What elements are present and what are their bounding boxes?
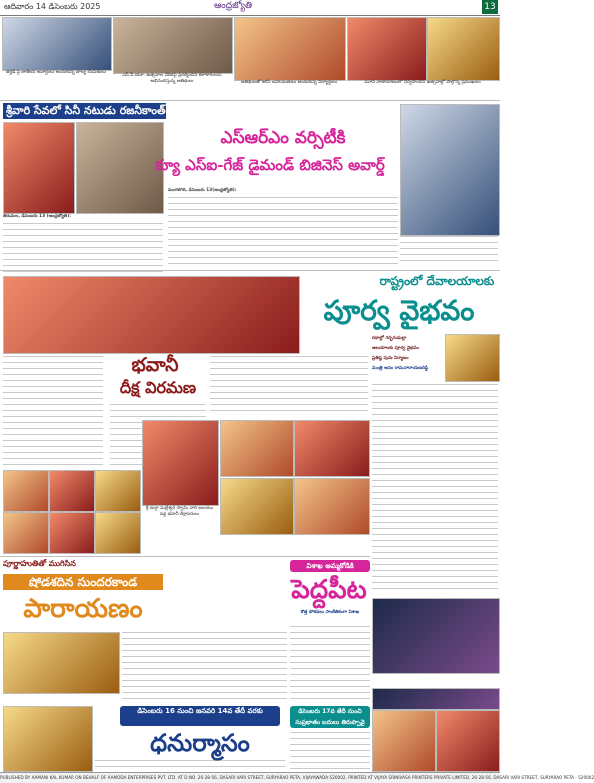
temples-bullet-2: ఆలయాలకు పూర్వ వైభవం	[372, 346, 419, 351]
photo-bhavani-5	[49, 512, 95, 554]
peddapeeta-article-text	[290, 626, 370, 702]
temples-bullet-3: ప్రతిష్ఠ పునః నిర్మాణం	[372, 356, 409, 361]
photo-top-4	[347, 17, 427, 81]
photo-bhavani-temple	[142, 420, 219, 506]
photo-bhavani-4	[3, 512, 49, 554]
bhavani-headline-2: దీక్ష విరమణ	[119, 378, 197, 397]
temples-kicker: రాష్ట్రంలో దేవాలయాలకు	[379, 274, 495, 288]
stage-caption	[372, 674, 498, 686]
photo-bhavani-2	[49, 470, 95, 512]
photo-minister	[445, 334, 500, 382]
photo-temple-gopuram	[3, 706, 93, 772]
page-number: 13	[482, 0, 498, 14]
divider	[0, 556, 370, 557]
suprabhatam-article-text	[290, 732, 370, 770]
header-bar	[0, 0, 500, 16]
photo-bhavani-7	[220, 420, 294, 477]
photo-sundarakanda	[3, 632, 120, 694]
masthead: ఆంధ్రజ్యోతి	[214, 1, 253, 11]
temples-article-text	[372, 384, 498, 594]
dhanurmasam-article-text	[95, 760, 285, 770]
suprabhatam-box: డిసెంబరు 17వ తేదీ నుంచి సుప్రభాతం బదులు తిరుప్పావై	[290, 706, 370, 728]
photo-top-5	[427, 17, 500, 81]
sundarakanda-kicker: పూర్ణాహుతితో ముగిసిన	[3, 559, 76, 568]
footer-imprint: PUBLISHED BY AAMANI KAL KUMAR ON BEHALF OF AAMODA ENTERPRISES PVT. LTD. AT D.NO. 26-28-56, DASARI VARI STREET, SURYARAO PETA, VIJAYAWADA-520002, PRINTED AT VIJAYA SRINIVASA PRINTERS PRIVATE LIMITED, 26-28-56, DASARI VARI STREET, SURYARAO PETA - 520002	[0, 772, 500, 783]
issue-date: ఆదివారం 14 డిసెంబరు 2025	[4, 2, 101, 11]
rajini-dateline: తిరుమల, డిసెంబరు 13 (ఆంధ్రజ్యోతి):	[3, 214, 71, 219]
photo-bhavani-9	[220, 478, 294, 535]
photo-top-2	[113, 17, 233, 74]
caption-top-1: బెర్హెడ్ పై జాతీయ అవార్డులు అందుకున్న బాల్య దంపతులు	[5, 70, 106, 75]
photo-bhavani-procession	[3, 276, 300, 354]
bhavani-article-text-3	[210, 356, 368, 416]
award-headline-1: ఎస్ఆర్ఎం వర్సిటీకి	[220, 128, 346, 148]
photo-bhavani-1	[3, 470, 49, 512]
bhavani-article-text-1	[3, 356, 103, 466]
photo-stage-performance-2	[372, 688, 500, 710]
dhanurmasam-headline: ధనుర్మాసం	[150, 728, 250, 757]
temples-headline: పూర్వ వైభవం	[323, 294, 475, 327]
award-dateline: మంగళగిరి, డిసెంబరు 13(ఆంధ్రజ్యోతి):	[168, 188, 237, 193]
rajini-headline: శ్రీవారి సేవలో సినీ నటుడు రజనీకాంత్	[3, 103, 166, 119]
award-headline-2: క్యూ ఎస్‌ఐ-గేజ్ డైమండ్ బిజినెస్ అవార్డ్	[155, 156, 385, 174]
photo-bottom-right-1	[372, 710, 436, 772]
photo-top-1	[2, 17, 112, 71]
photo-bhavani-6	[95, 512, 141, 554]
bhavani-photo-caption: శ్రీ దుర్గా మల్లేశ్వర స్వామి వారి ఆలయం వద్ద భవానీ దీక్షాపరులు	[145, 506, 214, 517]
award-caption-text	[400, 236, 498, 266]
photo-top-3	[234, 17, 346, 81]
divider	[0, 270, 500, 271]
dhanurmasam-box: డిసెంబరు 16 నుంచి జనవరి 14వ తేదీ వరకు	[120, 706, 280, 726]
temples-bullet-1: రథాల్లో గర్భగుడుల్లా	[372, 336, 407, 341]
sundarakanda-headline-2: పారాయణం	[23, 594, 143, 624]
peddapeeta-headline: పెద్దపీట	[291, 575, 367, 605]
bhavani-headline-1: భవానీ	[131, 354, 179, 376]
caption-top-4: మూసీ వాతావరణంలో నిర్వహించిన ఉత్సవాల్లో పాల్గొన్న ప్రముఖులు	[364, 80, 481, 85]
divider	[0, 100, 500, 101]
photo-bottom-right-2	[436, 710, 500, 772]
caption-top-3: అతిథులతో కలిసి బహుమతులు అందుకున్న విద్యార్థులు	[240, 80, 338, 85]
photo-bhavani-3	[95, 470, 141, 512]
award-article-text	[168, 197, 398, 267]
caption-top-2: ఎస్.వీ.యూ. ఉత్సవాల వేదికపై ప్రదర్శించిన కళాకారులను అభినందిస్తున్న అతిథులు	[122, 73, 222, 84]
peddapeeta-subhead: కొత్త పోకడలు సాంకేతికంగా విశాఖ	[300, 610, 360, 615]
photo-bhavani-8	[294, 420, 370, 477]
temples-bullet-4: మంత్రి ఆనం రామనారాయణరెడ్డి	[372, 366, 428, 371]
photo-rajini	[3, 122, 75, 214]
sundarakanda-article-text	[122, 632, 287, 702]
photo-bhavani-10	[294, 478, 370, 535]
sundarakanda-headline-1: షోడశదిన సుందరకాండ	[3, 574, 163, 590]
photo-award	[400, 104, 500, 236]
peddapeeta-kicker: విశాఖ అమ్మకోడికి	[290, 560, 370, 572]
photo-stage-performance	[372, 598, 500, 674]
